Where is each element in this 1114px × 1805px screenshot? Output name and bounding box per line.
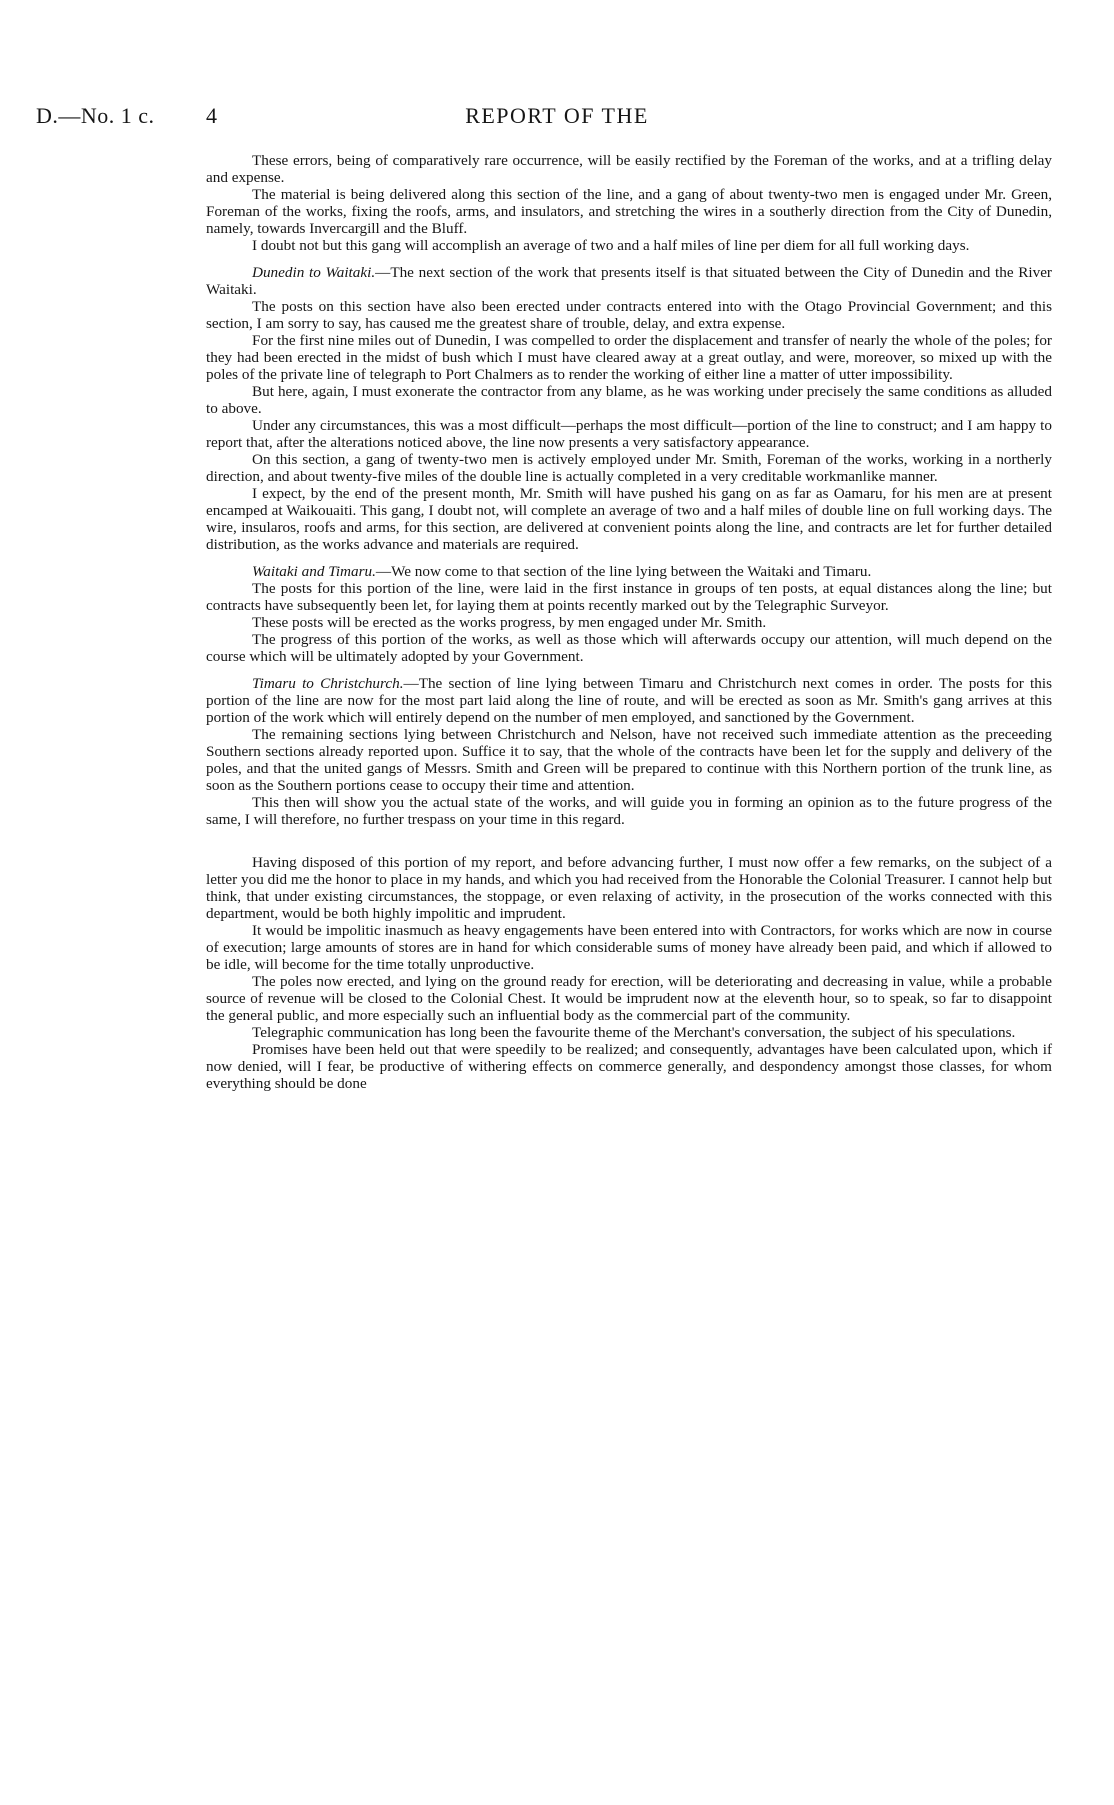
paragraph: This then will show you the actual state of the works, and will guide you in forming an opinion as to the future progress of the same, I will therefore, no further trespass on your time in this regard. bbox=[206, 794, 1052, 828]
page-header bbox=[36, 103, 1078, 135]
paragraph: The material is being delivered along this section of the line, and a gang of about twenty-two men is engaged under Mr. Green, Foreman of the works, fixing the roofs, arms, and insulators, and stretching the wires in a southerly direction from the City of Dunedin, namely, towards Invercargill and the Bluff. bbox=[206, 186, 1052, 237]
report-body bbox=[206, 152, 1052, 1092]
paragraph: The posts for this portion of the line, were laid in the first instance in groups of ten posts, at equal distances along the line; but contracts have subsequently been let, for laying them at points recently marked out by the Telegraphic Surveyor. bbox=[206, 580, 1052, 614]
paragraph: The progress of this portion of the works, as well as those which will afterwards occupy our attention, will much depend on the course which will be ultimately adopted by your Government. bbox=[206, 631, 1052, 665]
paragraph-text: —We now come to that section of the line lying between the Waitaki and Timaru. bbox=[375, 563, 872, 580]
paragraph: It would be impolitic inasmuch as heavy engagements have been entered into with Contractors, for works which are now in course of execution; large amounts of stores are in hand for which considerable sums of money have already been paid, and which if allowed to be idle, will become for the time totally unproductive. bbox=[206, 922, 1052, 973]
section-heading: Timaru to Christchurch. bbox=[252, 675, 404, 692]
section-heading: Waitaki and Timaru. bbox=[252, 563, 376, 580]
paragraph: Under any circumstances, this was a most difficult—perhaps the most difficult—portion of the line to construct; and I am happy to report that, after the alterations noticed above, the line now presents a very satisfactory appearance. bbox=[206, 417, 1052, 451]
paragraph: For the first nine miles out of Dunedin, I was compelled to order the displacement and transfer of nearly the whole of the poles; for they had been erected in the midst of bush which I must have cleared away at a great outlay, and were, moreover, so mixed up with the poles of the private line of telegraph to Port Chalmers as to render the working of either line a matter of utter impossibility. bbox=[206, 332, 1052, 383]
running-title: REPORT OF THE bbox=[465, 103, 649, 128]
paragraph: But here, again, I must exonerate the contractor from any blame, as he was working under precisely the same conditions as alluded to above. bbox=[206, 383, 1052, 417]
page-number: 4 bbox=[206, 103, 217, 128]
paragraph: I doubt not but this gang will accomplish an average of two and a half miles of line per diem for all full working days. bbox=[252, 237, 970, 254]
paragraph: These errors, being of comparatively rare occurrence, will be easily rectified by the Foreman of the works, and at a trifling delay and expense. bbox=[206, 152, 1052, 186]
paragraph: Having disposed of this portion of my report, and before advancing further, I must now offer a few remarks, on the subject of a letter you did me the honor to place in my hands, and which you had received from the Honorable the Colonial Treasurer. I cannot help but think, that under existing circumstances, the stoppage, or even relaxing of activity, in the prosecution of the works connected with this department, would be both highly impolitic and imprudent. bbox=[206, 854, 1052, 922]
paragraph-text: —The section of line lying between Timaru and Christchurch next comes in order. The posts for this portion of the line are now for the most part laid along the line of route, and will be erected as soon as Mr. Smith's gang arrives at this portion of the work which will entirely depend on the number of men employed, and sanctioned by the Government. bbox=[206, 675, 1052, 726]
paragraph: These posts will be erected as the works progress, by men engaged under Mr. Smith. bbox=[252, 614, 767, 631]
section-heading: Dunedin to Waitaki. bbox=[252, 264, 376, 281]
paragraph: On this section, a gang of twenty-two men is actively employed under Mr. Smith, Foreman of the works, working in a northerly direction, and about twenty-five miles of the double line is actually completed in a very creditable workmanlike manner. bbox=[206, 451, 1052, 485]
paragraph: Promises have been held out that were speedily to be realized; and consequently, advantages have been calculated upon, which if now denied, will I fear, be productive of withering effects on commerce generally, and despondency amongst those classes, for whom everything should be done bbox=[206, 1041, 1052, 1092]
paragraph: The posts on this section have also been erected under contracts entered into with the Otago Provincial Government; and this section, I am sorry to say, has caused me the greatest share of trouble, delay, and extra expense. bbox=[206, 298, 1052, 332]
paragraph-text: —The next section of the work that presents itself is that situated between the City of Dunedin and the River Waitaki. bbox=[206, 264, 1052, 298]
document-reference: D.—No. 1 c. bbox=[36, 103, 155, 128]
section-waitaki-timaru-intro bbox=[206, 563, 1052, 580]
section-timaru-christchurch-intro bbox=[206, 675, 1052, 726]
paragraph: The remaining sections lying between Christchurch and Nelson, have not received such immediate attention as the preceeding Southern sections already reported upon. Suffice it to say, that the whole of the contracts have been let for the supply and delivery of the poles, and that the united gangs of Messrs. Smith and Green will be prepared to continue with this Northern portion of the trunk line, as soon as the Southern portions cease to occupy their time and attention. bbox=[206, 726, 1052, 794]
section-dunedin-waitaki-intro bbox=[206, 264, 1052, 298]
paragraph: The poles now erected, and lying on the ground ready for erection, will be deteriorating and decreasing in value, while a probable source of revenue will be closed to the Colonial Chest. It would be imprudent now at the eleventh hour, so to speak, so far to disappoint the general public, and more especially such an influential body as the commercial part of the community. bbox=[206, 973, 1052, 1024]
paragraph: Telegraphic communication has long been the favourite theme of the Merchant's conversation, the subject of his speculations. bbox=[252, 1024, 1016, 1041]
paragraph: I expect, by the end of the present month, Mr. Smith will have pushed his gang on as far as Oamaru, for his men are at present encamped at Waikouaiti. This gang, I doubt not, will complete an average of two and a half miles of double line on full working days. The wire, insularos, roofs and arms, for this section, are delivered at convenient points along the line, and contracts are let for further detailed distribution, as the works advance and materials are required. bbox=[206, 485, 1052, 553]
